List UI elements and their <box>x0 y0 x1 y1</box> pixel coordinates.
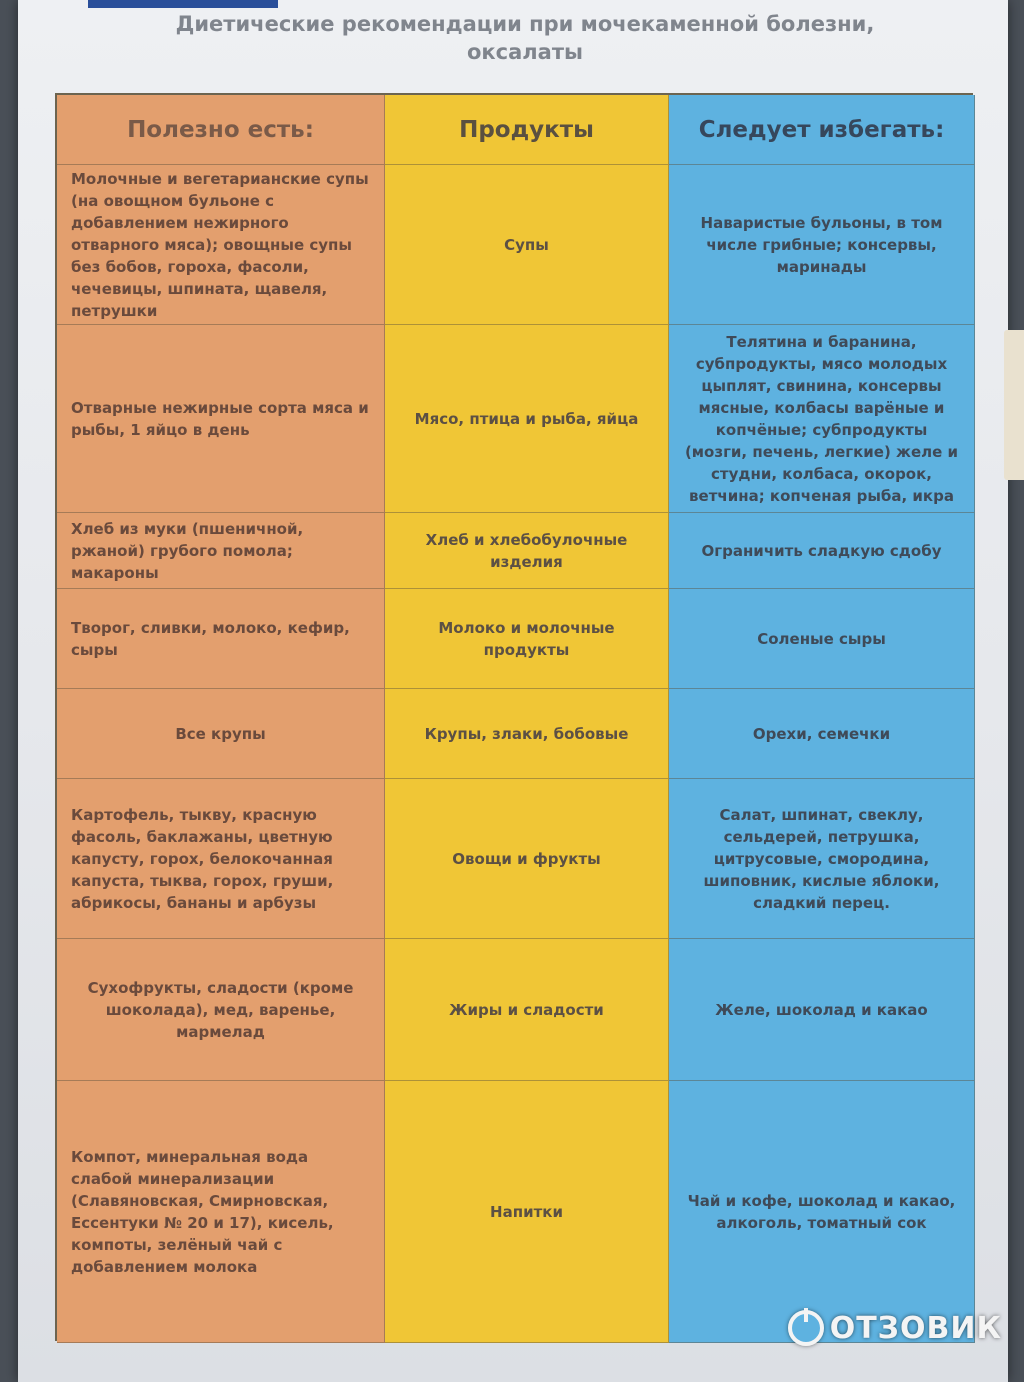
row-soups-avoid: Наваристые бульоны, в том числе грибные; консервы, маринады <box>669 165 975 325</box>
row-grains-avoid: Орехи, семечки <box>669 689 975 779</box>
row-soups-eat: Молочные и вегетарианские супы (на овощном бульоне с добавлением нежирного отварного мяса); овощные супы без бобов, гороха, фасоли, чечевицы, шпината, щавеля, петрушки <box>57 165 385 325</box>
row-grains-eat: Все крупы <box>57 689 385 779</box>
row-bread-product: Хлеб и хлебобулочные изделия <box>385 513 669 589</box>
top-blue-strip <box>88 0 278 8</box>
row-dairy-avoid: Соленые сыры <box>669 589 975 689</box>
page-title-line-1: Диетические рекомендации при мочекаменной болезни, <box>175 12 875 36</box>
row-meat-eat: Отварные нежирные сорта мяса и рыбы, 1 яйцо в день <box>57 325 385 513</box>
page-title-line-2: оксалаты <box>466 40 583 64</box>
row-meat-product: Мясо, птица и рыба, яйца <box>385 325 669 513</box>
header-eat: Полезно есть: <box>57 95 385 165</box>
row-vegetables-eat: Картофель, тыкву, красную фасоль, баклажаны, цветную капусту, горох, белокочанная капуста, тыква, горох, груши, абрикосы, бананы и арбузы <box>57 779 385 939</box>
otzovik-logo-icon <box>788 1310 824 1346</box>
row-soups-product: Супы <box>385 165 669 325</box>
otzovik-watermark <box>788 1310 1002 1346</box>
row-vegetables-product: Овощи и фрукты <box>385 779 669 939</box>
row-sweets-avoid: Желе, шоколад и какао <box>669 939 975 1081</box>
row-meat-avoid: Телятина и баранина, субпродукты, мясо молодых цыплят, свинина, консервы мясные, колбасы варёные и копчёные; субпродукты (мозги, печень, легкие) желе и студни, колбаса, окорок, ветчина; копченая рыба, икра <box>669 325 975 513</box>
row-sweets-eat: Сухофрукты, сладости (кроме шоколада), мед, варенье, мармелад <box>57 939 385 1081</box>
row-bread-avoid: Ограничить сладкую сдобу <box>669 513 975 589</box>
row-dairy-eat: Творог, сливки, молоко, кефир, сыры <box>57 589 385 689</box>
row-bread-eat: Хлеб из муки (пшеничной, ржаной) грубого помола; макароны <box>57 513 385 589</box>
row-drinks-avoid: Чай и кофе, шоколад и какао, алкоголь, томатный сок <box>669 1081 975 1343</box>
header-avoid: Следует избегать: <box>669 95 975 165</box>
header-products: Продукты <box>385 95 669 165</box>
row-dairy-product: Молоко и молочные продукты <box>385 589 669 689</box>
page-title <box>0 10 1024 66</box>
watermark-text: ОТЗОВИК <box>829 1310 1002 1346</box>
row-sweets-product: Жиры и сладости <box>385 939 669 1081</box>
row-drinks-product: Напитки <box>385 1081 669 1343</box>
row-vegetables-avoid: Салат, шпинат, свеклу, сельдерей, петрушка, цитрусовые, смородина, шиповник, кислые яблоки, сладкий перец. <box>669 779 975 939</box>
row-drinks-eat: Компот, минеральная вода слабой минерализации (Славяновская, Смирновская, Ессентуки № 20 и 17), кисель, компоты, зелёный чай с добавлением молока <box>57 1081 385 1343</box>
diet-table <box>55 93 973 1341</box>
row-grains-product: Крупы, злаки, бобовые <box>385 689 669 779</box>
side-tab <box>1004 330 1024 480</box>
